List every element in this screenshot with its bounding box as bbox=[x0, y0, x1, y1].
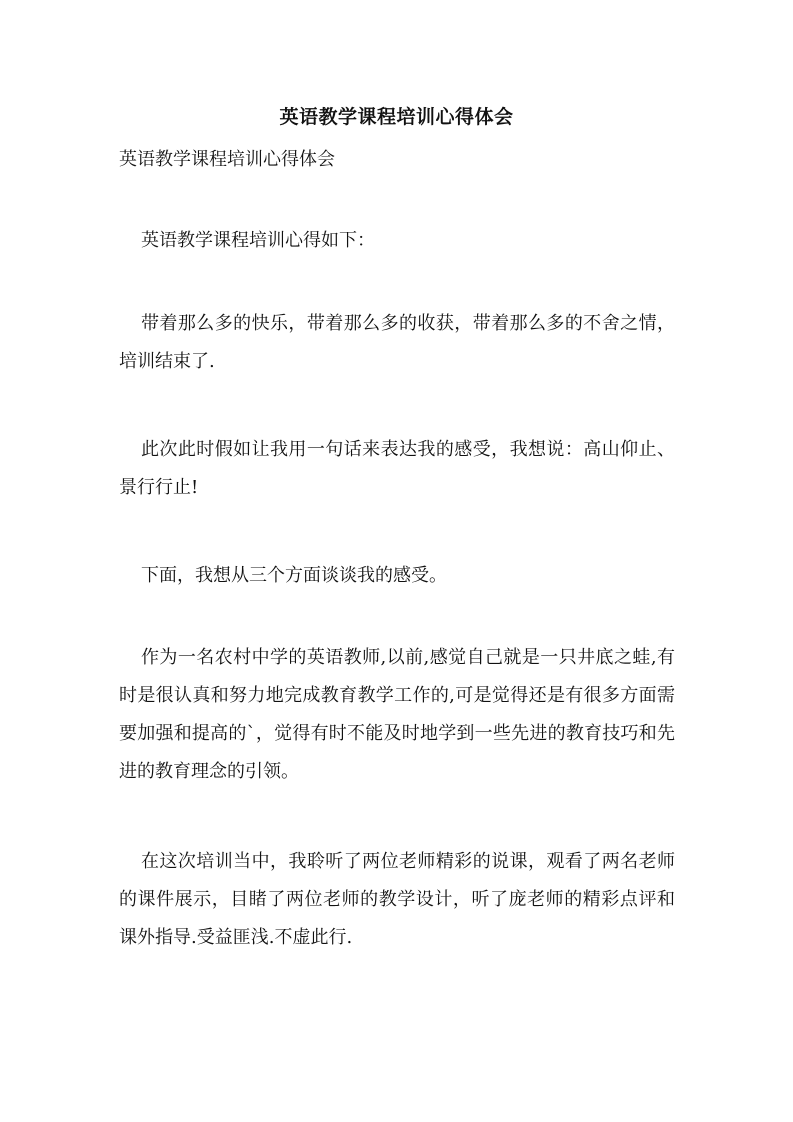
paragraph: 在这次培训当中，我聆听了两位老师精彩的说课，观看了两名老师的课件展示，目睹了两位老师的教学设计，听了庞老师的精彩点评和课外指导.受益匪浅.不虚此行. bbox=[119, 851, 675, 948]
paragraph: 英语教学课程培训心得如下： bbox=[141, 230, 375, 251]
paragraph: 下面，我想从三个方面谈谈我的感受。 bbox=[141, 565, 447, 586]
paragraph: 作为一名农村中学的英语教师,以前,感觉自己就是一只井底之蛙,有时是很认真和努力地完成教育教学工作的,可是觉得还是有很多方面需要加强和提高的`，觉得有时不能及时地学到一些先进的教育技巧和先进的教育理念的引领。 bbox=[119, 647, 675, 782]
paragraph: 带着那么多的快乐，带着那么多的收获，带着那么多的不舍之情，培训结束了. bbox=[119, 313, 675, 372]
paragraph: 此次此时假如让我用一句话来表达我的感受，我想说：高山仰止、景行行止! bbox=[119, 439, 675, 498]
document-subtitle: 英语教学课程培训心得体会 bbox=[119, 149, 335, 170]
document-title: 英语教学课程培训心得体会 bbox=[279, 106, 514, 128]
